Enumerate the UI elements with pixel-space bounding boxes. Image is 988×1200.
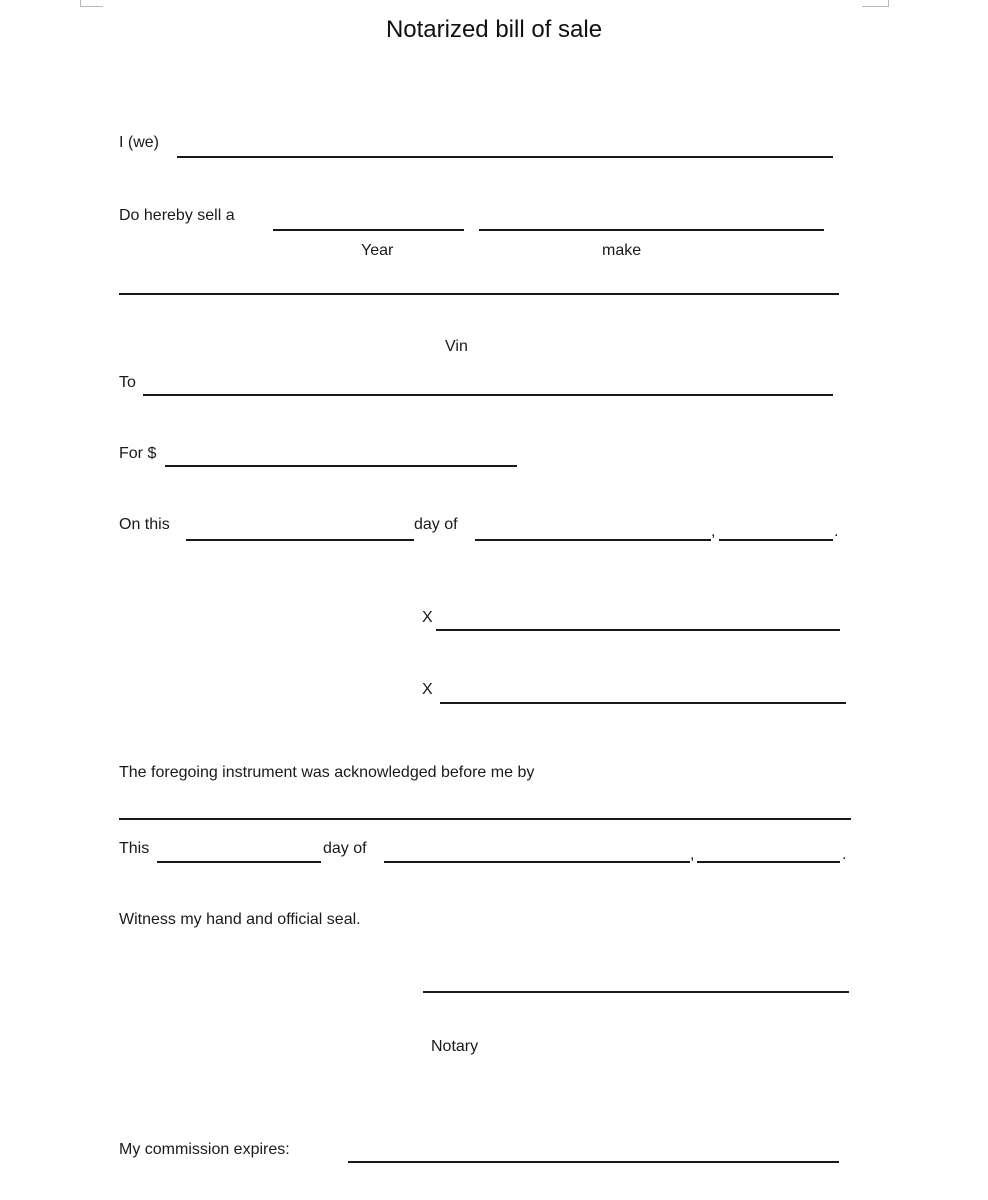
comma: , xyxy=(690,846,695,863)
make-field[interactable] xyxy=(479,229,824,231)
sale-day-field[interactable] xyxy=(186,539,414,541)
signature-mark: X xyxy=(422,609,433,626)
page-corner-marker xyxy=(80,0,103,7)
period: . xyxy=(834,523,839,540)
seller-signature-field[interactable] xyxy=(436,629,840,631)
buyer-label: To xyxy=(119,374,136,391)
seller-name-field[interactable] xyxy=(177,156,833,158)
sale-month-field[interactable] xyxy=(475,539,711,541)
notary-signature-field[interactable] xyxy=(423,991,849,993)
acknowledged-by-field[interactable] xyxy=(119,818,851,820)
price-field[interactable] xyxy=(165,465,517,467)
this-label: This xyxy=(119,840,150,857)
comma: , xyxy=(711,523,716,540)
period: . xyxy=(842,846,847,863)
year-field[interactable] xyxy=(273,229,464,231)
commission-label: My commission expires: xyxy=(119,1141,290,1158)
notary-month-field[interactable] xyxy=(384,861,690,863)
day-of-label: day of xyxy=(414,516,458,533)
notary-year-field[interactable] xyxy=(697,861,840,863)
acknowledgment-text: The foregoing instrument was acknowledged before me by xyxy=(119,764,535,781)
witness-text: Witness my hand and official seal. xyxy=(119,911,361,928)
second-signature-field[interactable] xyxy=(440,702,846,704)
signature-mark: X xyxy=(422,681,433,698)
vin-field[interactable] xyxy=(119,293,839,295)
sale-year-field[interactable] xyxy=(719,539,833,541)
year-caption: Year xyxy=(361,242,394,259)
notary-day-of-label: day of xyxy=(323,840,367,857)
make-caption: make xyxy=(602,242,642,259)
page-corner-marker xyxy=(862,0,889,7)
buyer-name-field[interactable] xyxy=(143,394,833,396)
vin-caption: Vin xyxy=(445,338,468,355)
price-label: For $ xyxy=(119,445,157,462)
document-title: Notarized bill of sale xyxy=(385,16,603,43)
on-this-label: On this xyxy=(119,516,170,533)
seller-label: I (we) xyxy=(119,134,159,151)
sell-label: Do hereby sell a xyxy=(119,207,235,224)
commission-expiry-field[interactable] xyxy=(348,1161,839,1163)
notary-caption: Notary xyxy=(431,1038,479,1055)
notary-day-field[interactable] xyxy=(157,861,321,863)
